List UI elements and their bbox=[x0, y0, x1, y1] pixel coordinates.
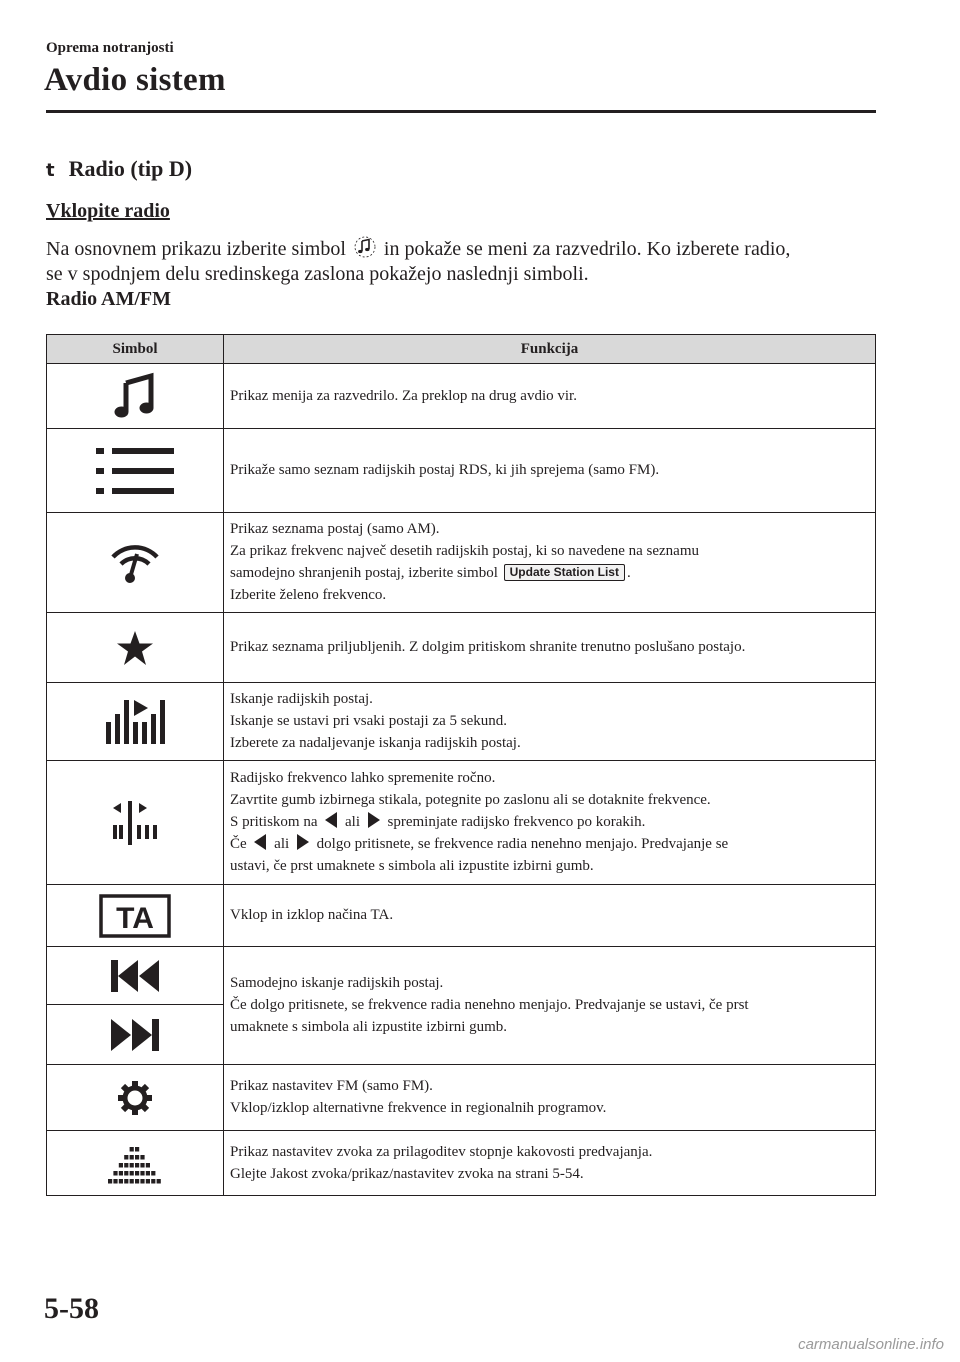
table-row bbox=[47, 1065, 876, 1131]
intro-paragraph bbox=[46, 236, 886, 287]
row-text: Iskanje se ustavi pri vsaki postaji za 5 sekund. bbox=[230, 713, 508, 729]
title-rule bbox=[46, 110, 876, 113]
row-text: dolgo pritisnete, se frekvence radia nenehno menjajo. Predvajanje se bbox=[316, 836, 729, 852]
tune-right-arrow-icon bbox=[368, 812, 380, 828]
equalizer-icon bbox=[107, 1141, 163, 1185]
tune-right-arrow-icon bbox=[297, 834, 309, 850]
row-text: spreminjate radijsko frekvenco po korakih. bbox=[387, 814, 646, 830]
row-text: Zavrtite gumb izbirnega stikala, potegnite po zaslonu ali se dotaknite frekvence. bbox=[230, 792, 711, 808]
music-note-icon bbox=[113, 372, 157, 420]
equalizer-dot bbox=[135, 1163, 139, 1168]
equalizer-dot bbox=[108, 1179, 112, 1184]
intro-part2: in pokaže se meni za razvedrilo. Ko izberete radio, bbox=[383, 238, 791, 260]
antenna-icon bbox=[110, 542, 160, 584]
row-text: Samodejno iskanje radijskih postaj. bbox=[230, 975, 444, 991]
row-text: Vklop/izklop alternativne frekvence in regionalnih programov. bbox=[230, 1100, 607, 1116]
music-note-icon bbox=[354, 236, 376, 258]
star-icon bbox=[116, 630, 154, 666]
row-text: Iskanje radijskih postaj. bbox=[230, 691, 373, 707]
equalizer-dot bbox=[113, 1179, 117, 1184]
equalizer-dot bbox=[130, 1179, 134, 1184]
section-label: Oprema notranjosti bbox=[46, 40, 174, 56]
heading-marker: t bbox=[46, 160, 55, 181]
row-text: Radijsko frekvenco lahko spremenite ročno. bbox=[230, 770, 496, 786]
subheading: Vklopite radio bbox=[46, 200, 170, 222]
table-row bbox=[47, 513, 876, 613]
row-text: Vklop in izklop načina TA. bbox=[230, 907, 394, 923]
row-text: Prikaz nastavitev zvoka za prilagoditev stopnje kakovosti predvajanja. bbox=[230, 1143, 653, 1160]
table-row bbox=[47, 429, 876, 513]
table-row bbox=[47, 1131, 876, 1196]
equalizer-dot bbox=[130, 1155, 134, 1160]
table-row bbox=[47, 364, 876, 429]
equalizer-dot bbox=[140, 1179, 144, 1184]
equalizer-dot bbox=[119, 1171, 123, 1176]
section-heading bbox=[46, 156, 192, 182]
list-icon bbox=[96, 446, 174, 496]
row-text: Glejte Jakost zvoka/prikaz/nastavitev zvoka na strani 5-54. bbox=[230, 1165, 584, 1182]
ta-icon-text: TA bbox=[116, 901, 154, 935]
table-row bbox=[47, 761, 876, 885]
equalizer-dot bbox=[130, 1171, 134, 1176]
seek-back-icon bbox=[110, 958, 160, 994]
header-function: Funkcija bbox=[224, 335, 876, 364]
equalizer-dot bbox=[135, 1147, 139, 1152]
row-text: Prikaz nastavitev FM (samo FM). bbox=[230, 1078, 433, 1094]
equalizer-dot bbox=[119, 1163, 123, 1168]
row-text: ali bbox=[274, 836, 290, 852]
equalizer-dot bbox=[146, 1179, 150, 1184]
tune-left-arrow-icon bbox=[254, 834, 266, 850]
table-header-row bbox=[47, 335, 876, 364]
row-text: ali bbox=[345, 814, 361, 830]
equalizer-dot bbox=[140, 1171, 144, 1176]
watermark: carmanualsonline.info bbox=[798, 1336, 944, 1353]
equalizer-dot bbox=[135, 1155, 139, 1160]
tune-icon bbox=[111, 799, 159, 847]
heading-text: Radio (tip D) bbox=[68, 156, 193, 181]
row-text: Izberete za nadaljevanje iskanja radijskih postaj. bbox=[230, 735, 521, 751]
row-text: ustavi, če prst umaknete s simbola ali izpustite izbirni gumb. bbox=[230, 858, 594, 874]
row-text: Izberite želeno frekvenco. bbox=[230, 587, 387, 603]
equalizer-dot bbox=[151, 1179, 155, 1184]
row-text: Prikaz seznama postaj (samo AM). bbox=[230, 521, 440, 537]
update-station-list-button[interactable]: Update Station List bbox=[504, 564, 625, 581]
equalizer-dot bbox=[157, 1179, 161, 1184]
equalizer-dot bbox=[124, 1171, 128, 1176]
equalizer-dot bbox=[130, 1163, 134, 1168]
equalizer-dot bbox=[135, 1171, 139, 1176]
equalizer-dot bbox=[146, 1163, 150, 1168]
equalizer-dot bbox=[113, 1171, 117, 1176]
page-number: 5-58 bbox=[44, 1292, 99, 1325]
equalizer-dot bbox=[140, 1163, 144, 1168]
equalizer-dot bbox=[130, 1147, 134, 1152]
intro-part1: Na osnovnem prikazu izberite simbol bbox=[46, 238, 346, 260]
seek-forward-icon bbox=[110, 1017, 160, 1053]
table-row bbox=[47, 613, 876, 683]
intro-line2: se v spodnjem delu sredinskega zaslona pokažejo naslednji simboli. bbox=[46, 263, 589, 285]
table-row bbox=[47, 683, 876, 761]
equalizer-dot bbox=[119, 1179, 123, 1184]
equalizer-dot bbox=[146, 1171, 150, 1176]
row-text: S pritiskom na bbox=[230, 814, 318, 830]
row-text: Prikaz seznama priljubljenih. Z dolgim pritiskom shranite trenutno poslušano postajo. bbox=[230, 639, 746, 655]
row-text: Za prikaz frekvenc največ desetih radijskih postaj, ki so navedene na seznamu bbox=[230, 543, 699, 559]
ta-icon bbox=[99, 894, 171, 938]
radio-type-label: Radio AM/FM bbox=[46, 288, 171, 310]
row-text: Prikaz menija za razvedrilo. Za preklop na drug avdio vir. bbox=[230, 387, 577, 404]
row-text: Če dolgo pritisnete, se frekvence radia nenehno menjajo. Predvajanje se ustavi, če prst bbox=[230, 997, 749, 1013]
scan-icon bbox=[104, 698, 166, 746]
symbol-table bbox=[46, 334, 876, 1196]
table-row bbox=[47, 885, 876, 947]
page-title: Avdio sistem bbox=[44, 62, 226, 98]
row-text: Če bbox=[230, 836, 247, 852]
tune-left-arrow-icon bbox=[325, 812, 337, 828]
equalizer-dot bbox=[124, 1179, 128, 1184]
gear-icon bbox=[117, 1080, 153, 1116]
equalizer-dot bbox=[135, 1179, 139, 1184]
equalizer-dot bbox=[124, 1163, 128, 1168]
row-text: Prikaže samo seznam radijskih postaj RDS, ki jih sprejema (samo FM). bbox=[230, 462, 660, 478]
row-text: samodejno shranjenih postaj, izberite simbol bbox=[230, 565, 498, 581]
equalizer-dot bbox=[124, 1155, 128, 1160]
equalizer-dot bbox=[151, 1171, 155, 1176]
table-row bbox=[47, 947, 876, 1005]
header-symbol: Simbol bbox=[47, 335, 224, 364]
equalizer-dot bbox=[140, 1155, 144, 1160]
row-text: umaknete s simbola ali izpustite izbirni gumb. bbox=[230, 1019, 508, 1035]
row-text: . bbox=[626, 565, 631, 581]
